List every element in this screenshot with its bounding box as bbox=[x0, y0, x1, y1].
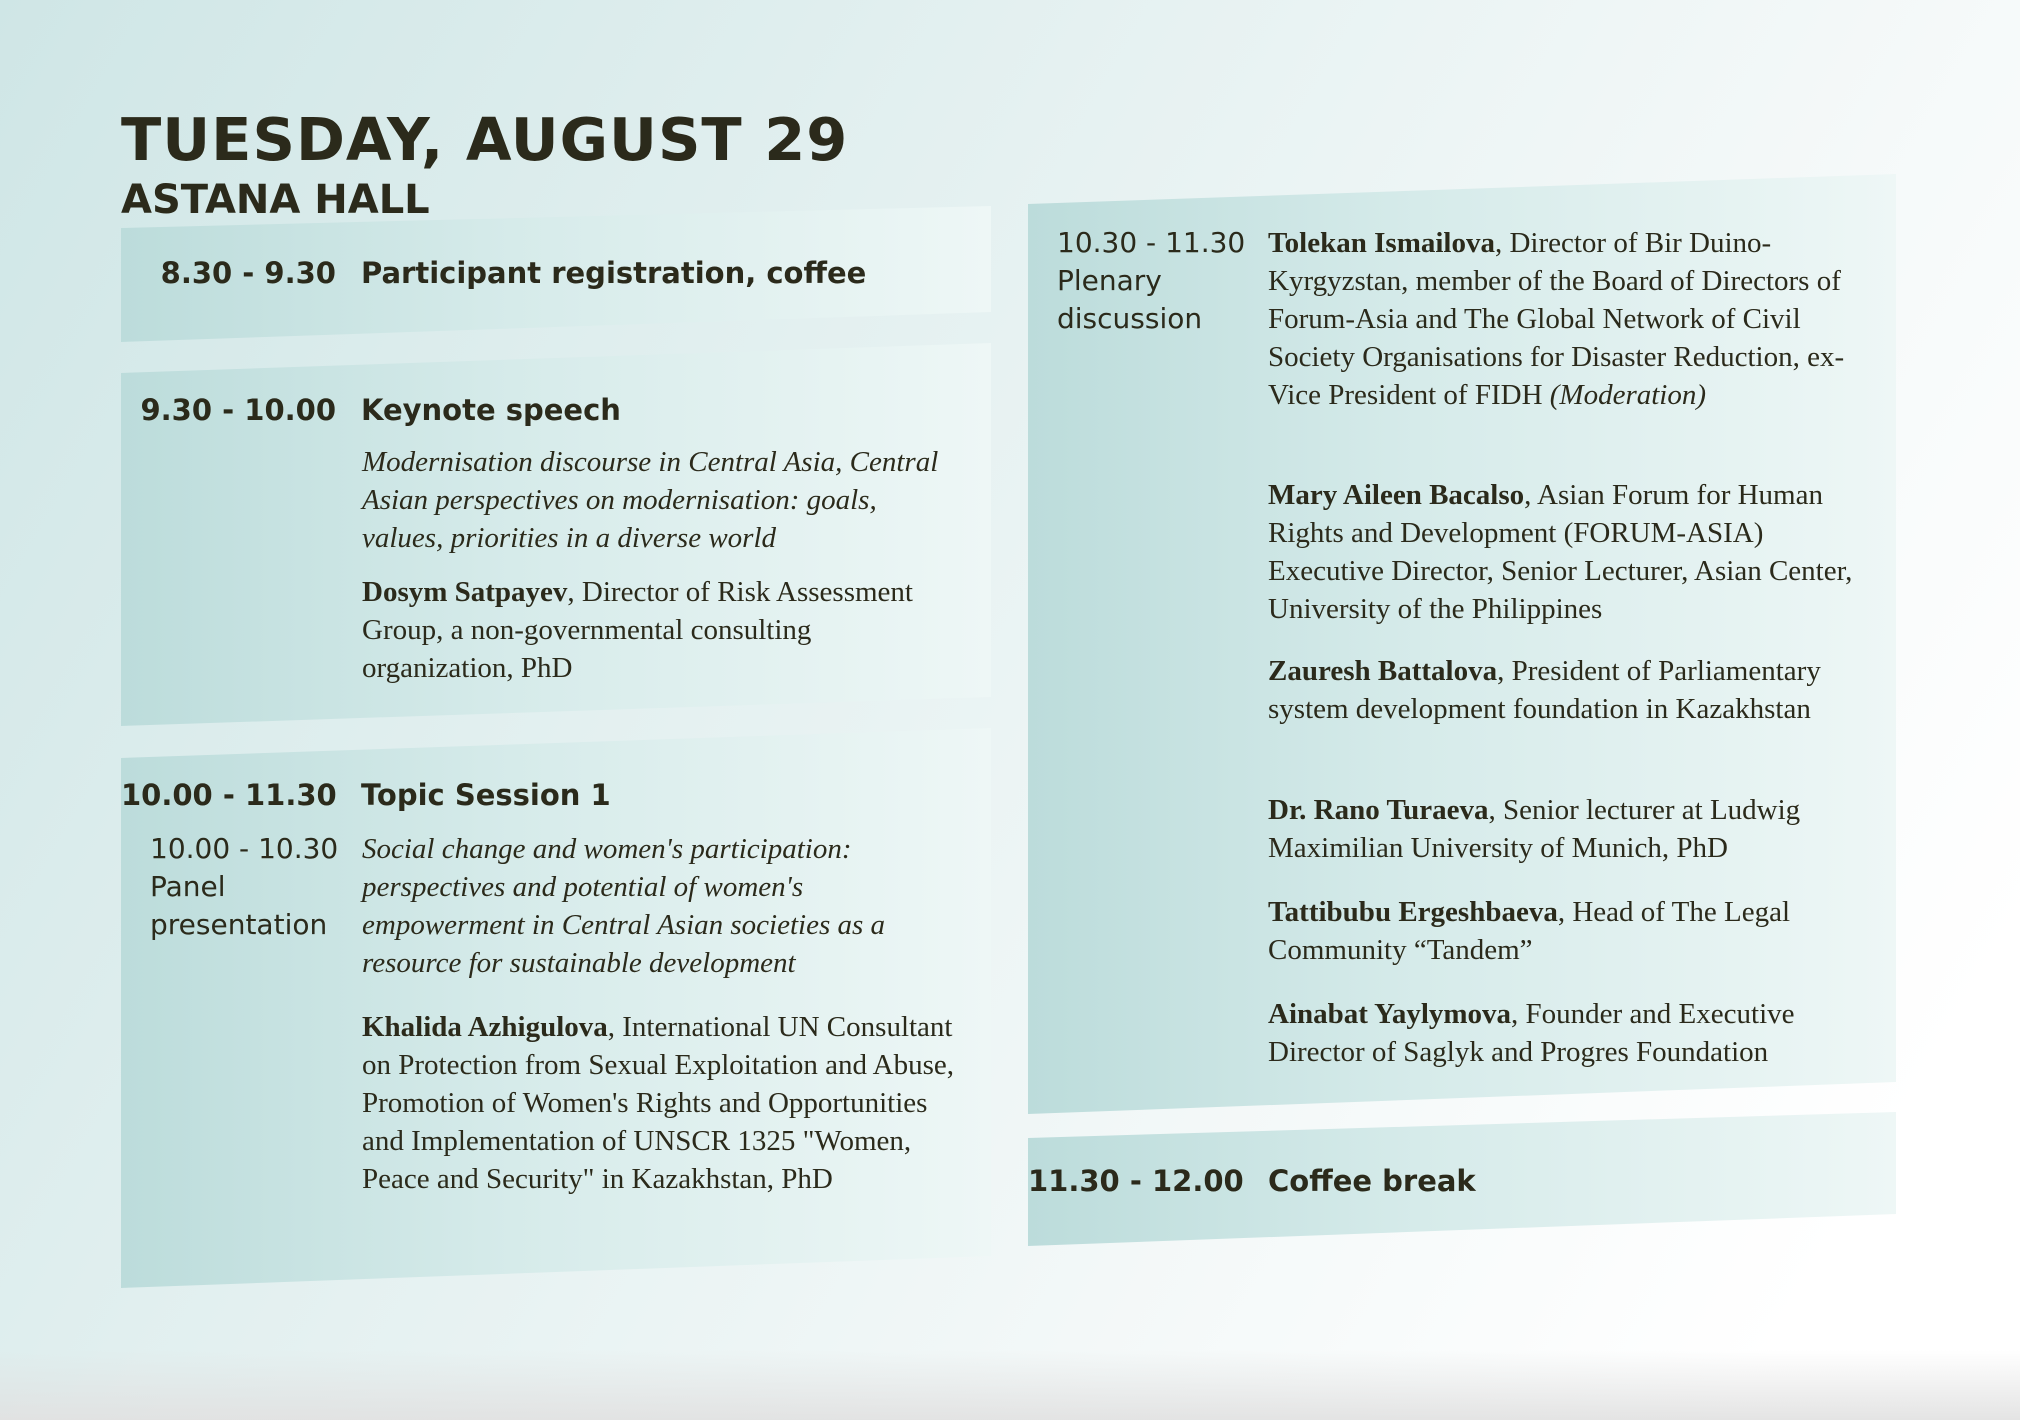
topic-session-speaker bbox=[362, 1008, 962, 1198]
moderation-note: (Moderation) bbox=[1549, 379, 1707, 411]
keynote-topic: Modernisation discourse in Central Asia, Central Asian perspectives on modernisation: goals, values, priorities in a diverse world bbox=[362, 446, 939, 554]
speaker-description: , Asian Forum for Human Rights and Development (FORUM-ASIA) Executive Director, Senior Lecturer, Asian Center, University of the Philippines bbox=[1268, 479, 1853, 625]
speaker-description: , President of Parliamentary system development foundation in Kazakhstan bbox=[1268, 655, 1821, 725]
panel-label-2: presentation bbox=[150, 908, 328, 941]
plenary-speaker bbox=[1268, 893, 1878, 969]
speaker-name: Khalida Azhigulova bbox=[362, 1011, 608, 1043]
plenary-time-label bbox=[1057, 224, 1245, 338]
plenary-speaker bbox=[1268, 652, 1878, 728]
plenary-speaker bbox=[1268, 995, 1878, 1071]
speaker-name: Dr. Rano Turaeva bbox=[1268, 794, 1489, 826]
speaker-name: Ainabat Yaylymova bbox=[1268, 998, 1512, 1030]
plenary-block bbox=[1028, 174, 1896, 1114]
plenary-label-1: Plenary bbox=[1057, 264, 1162, 297]
speaker-description: , Senior lecturer at Ludwig Maximilian University of Munich, PhD bbox=[1268, 794, 1801, 864]
keynote-block bbox=[121, 343, 991, 726]
speaker-description: , International UN Consultant on Protection from Sexual Exploitation and Abuse, Promotion of Women's Rights and Opportunities and Implementation of UNSCR 1325 "Women, Peace and Security" in Kazakhstan, PhD bbox=[362, 1011, 954, 1195]
speaker-description: , Founder and Executive Director of Saglyk and Progres Foundation bbox=[1268, 998, 1795, 1068]
coffee-break-block bbox=[1028, 1112, 1896, 1246]
speaker-name: Tattibubu Ergeshbaeva bbox=[1268, 896, 1558, 928]
plenary-label-2: discussion bbox=[1057, 302, 1203, 335]
plenary-speaker bbox=[1268, 224, 1878, 414]
registration-time: 8.30 - 9.30 bbox=[160, 256, 336, 290]
plenary-time: 10.30 - 11.30 bbox=[1057, 226, 1246, 259]
keynote-time: 9.30 - 10.00 bbox=[140, 393, 336, 427]
topic-session-time: 10.00 - 11.30 bbox=[121, 778, 337, 812]
coffee-break-time: 11.30 - 12.00 bbox=[1028, 1164, 1244, 1198]
speaker-name: Dosym Satpayev bbox=[362, 576, 568, 608]
panel-time-label bbox=[150, 830, 338, 944]
speaker-name: Tolekan Ismailova bbox=[1268, 227, 1495, 259]
registration-title: Participant registration, coffee bbox=[361, 256, 867, 290]
keynote-title: Keynote speech bbox=[361, 393, 621, 427]
keynote-speaker bbox=[362, 573, 962, 687]
registration-block bbox=[121, 206, 991, 342]
panel-time: 10.00 - 10.30 bbox=[150, 832, 339, 865]
coffee-break-title: Coffee break bbox=[1268, 1164, 1476, 1198]
speaker-name: Zauresh Battalova bbox=[1268, 655, 1498, 687]
page-title: TUESDAY, AUGUST 29 bbox=[121, 105, 849, 174]
speaker-name: Mary Aileen Bacalso bbox=[1268, 479, 1525, 511]
topic-session-topic: Social change and women's participation: perspectives and potential of women's empowerment in Central Asian societies as a resource for sustainable development bbox=[362, 833, 886, 979]
panel-label-1: Panel bbox=[150, 870, 226, 903]
speaker-description: , Head of The Legal Community “Tandem” bbox=[1268, 896, 1790, 966]
plenary-speaker bbox=[1268, 476, 1878, 628]
plenary-speaker bbox=[1268, 791, 1878, 867]
speaker-description: , Director of Risk Assessment Group, a non-governmental consulting organization, PhD bbox=[362, 576, 913, 684]
speaker-description: , Director of Bir Duino-Kyrgyzstan, member of the Board of Directors of Forum-Asia and The Global Network of Civil Society Organisations for Disaster Reduction, ex-Vice President of FIDH bbox=[1268, 227, 1845, 411]
topic-session-block bbox=[121, 728, 991, 1288]
topic-session-title: Topic Session 1 bbox=[361, 778, 611, 812]
hall-title: ASTANA HALL bbox=[121, 177, 430, 223]
bottom-shade bbox=[0, 1350, 2020, 1420]
